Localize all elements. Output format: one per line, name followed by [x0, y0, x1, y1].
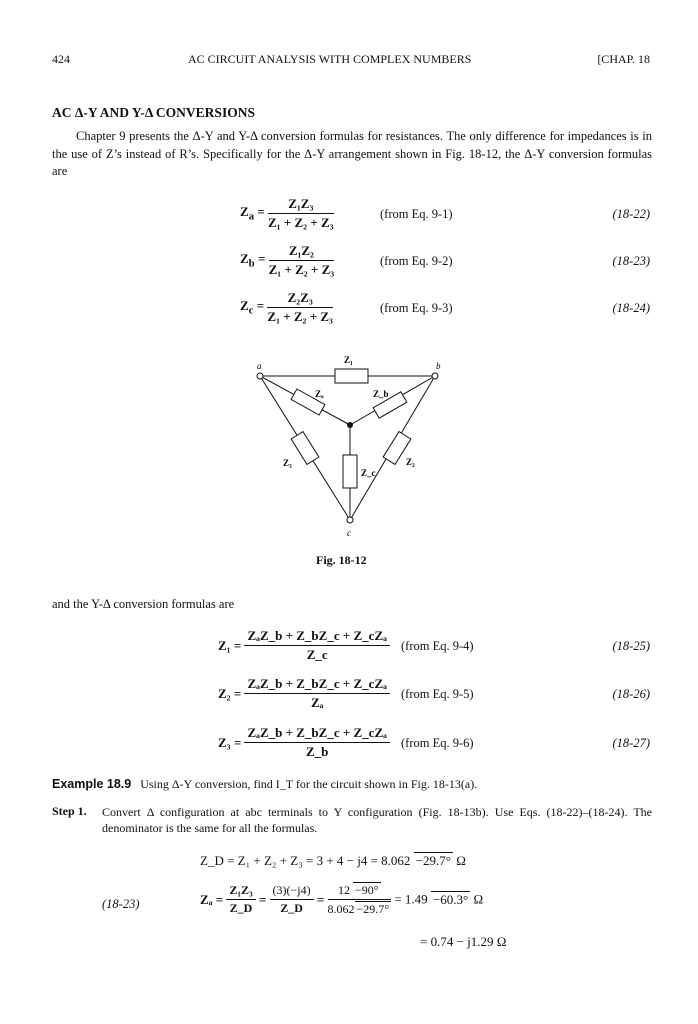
- example-label: Example 18.9: [52, 777, 132, 791]
- za-frac1-den: Z_D: [229, 901, 253, 915]
- formula-lhs: Z: [240, 204, 249, 220]
- zd-unit: Ω: [456, 853, 466, 868]
- z2-label: Z₂: [406, 457, 415, 467]
- formula-source: (from Eq. 9-6): [401, 736, 474, 750]
- formula-source: (from Eq. 9-2): [380, 254, 453, 268]
- node-b-label: b: [436, 361, 441, 371]
- section-title: AC Δ-Y AND Y-Δ CONVERSIONS: [52, 105, 255, 120]
- formula-lhs-sub: c: [248, 304, 254, 317]
- formula-numerator: Z₁Z₃: [268, 196, 334, 214]
- z1-resistor: [335, 369, 368, 383]
- formula-lhs: Z₃ =: [218, 734, 242, 750]
- formula-denominator: Z_b: [306, 744, 329, 759]
- formula-source: (from Eq. 9-3): [380, 301, 453, 315]
- formula-numerator: ZₐZ_b + Z_bZ_c + Z_cZₐ: [244, 628, 389, 646]
- formula-lhs: Z₁ =: [218, 637, 242, 653]
- center-node: [347, 422, 353, 428]
- formula-source: (from Eq. 9-1): [380, 207, 453, 221]
- formula-za: $Z_a$ = $\frac{\text{Z₁Z₃}}{\text{Z₁ + Z₂ + Z₃}}$: [240, 196, 334, 230]
- formula-numerator: Z₂Z₃: [267, 290, 333, 308]
- z3-resistor: [291, 432, 319, 465]
- intro-text: Chapter 9 presents the Δ-Y and Y-Δ conversion formulas for resistances. The only difference for impedances is in the use of Z’s instead of R’s. Specifically for the Δ-Y arrangement shown in Fig. 18-12, the Δ-Y conversion formulas are: [52, 129, 652, 178]
- formula-z3: [218, 725, 390, 760]
- equation-number: (18-24): [612, 301, 650, 315]
- formula-numerator: ZₐZ_b + Z_bZ_c + Z_cZₐ: [244, 725, 389, 743]
- formula-source: (from Eq. 9-5): [401, 687, 474, 701]
- equation-number: (18-23): [612, 254, 650, 268]
- running-title: AC CIRCUIT ANALYSIS WITH COMPLEX NUMBERS: [188, 52, 472, 66]
- intro-paragraph: [52, 128, 652, 181]
- y-delta-intro: and the Y-Δ conversion formulas are: [52, 597, 235, 611]
- zd-angle: −29.7°: [415, 853, 451, 868]
- za-frac2-num: (3)(−j4): [270, 883, 314, 900]
- formula-denominator: Zₐ: [310, 695, 324, 710]
- zd-expression: Z_D = Z₁ + Z₂ + Z₃ = 3 + 4 − j4 = 8.062: [200, 853, 411, 868]
- step1-label: Step 1.: [52, 804, 87, 818]
- formula-lhs: Z₂ =: [218, 685, 242, 701]
- zc-label: Z_c: [361, 468, 376, 478]
- za-result-unit: Ω: [473, 891, 484, 907]
- za-result-mag: = 1.49: [394, 891, 428, 907]
- figure-caption: Fig. 18-12: [316, 553, 367, 567]
- za-label: Zₐ: [315, 389, 324, 399]
- za-frac2-den: Z_D: [280, 901, 303, 915]
- delta-y-circuit-figure: [240, 350, 460, 550]
- za-lhs: Zₐ =: [200, 891, 224, 907]
- za-rect-result: = 0.74 − j1.29 Ω: [420, 934, 507, 949]
- z3-label: Z₃: [283, 458, 292, 468]
- formula-numerator: Z₁Z₂: [269, 243, 335, 261]
- formula-source: (from Eq. 9-4): [401, 639, 474, 653]
- za-calculation: Zₐ = $\frac{\text{Z₁Z₃}}{Z\_D}$ = $\frac{(3)(-j4)}{Z\_D}$ = $\frac{12 -90^\circ}{8.062 -29.7^\circ}$ = 1.49 −60.3° Ω: [200, 883, 484, 916]
- za-frac3-den-ang: −29.7°: [356, 902, 390, 916]
- formula-denominator: Z₁ + Z₂ + Z₃: [268, 262, 335, 277]
- formula-denominator: Z₁ + Z₂ + Z₃: [268, 215, 334, 230]
- za-frac3-num-ang: −90°: [355, 883, 379, 897]
- formula-zb: $Z_b$ = $\frac{\text{Z₁Z₂}}{\text{Z₁ + Z₂ + Z₃}}$: [240, 243, 335, 277]
- node-a-label: a: [257, 361, 262, 371]
- node-c-label: c: [347, 528, 351, 538]
- za-eq-ref: (18-23): [102, 897, 140, 911]
- terminal-c: [347, 517, 353, 523]
- z1-label: Z₁: [344, 355, 353, 365]
- formula-denominator: Z_c: [306, 647, 328, 662]
- za-frac3-den-mag: 8.062: [327, 902, 355, 916]
- equation-number: (18-22): [612, 207, 650, 221]
- zb-label: Z_b: [373, 389, 389, 399]
- formula-lhs: Z: [240, 298, 249, 314]
- equation-number: (18-27): [612, 736, 650, 750]
- zc-resistor: [343, 455, 357, 488]
- equation-number: (18-26): [612, 687, 650, 701]
- step1-text: Convert Δ configuration at abc terminals to Y configuration (Fig. 18-13b). Use Eqs. (18-22)–(18-24). The denominator is the same for all the formulas.: [102, 805, 652, 835]
- equation-number: (18-25): [612, 639, 650, 653]
- formula-zc: $Z_c$ = $\frac{\text{Z₂Z₃}}{\text{Z₁ + Z₂ + Z₃}}$: [240, 290, 333, 324]
- zd-equation: [200, 852, 466, 869]
- formula-denominator: Z₁ + Z₂ + Z₃: [267, 309, 333, 324]
- page-number: 424: [52, 52, 70, 66]
- example-block: [52, 777, 477, 792]
- za-frac1-num: Z₁Z₃: [226, 883, 255, 900]
- example-text: Using Δ-Y conversion, find I_T for the circuit shown in Fig. 18-13(a).: [140, 777, 478, 791]
- formula-z1: [218, 628, 390, 663]
- za-result-angle: −60.3°: [432, 892, 469, 907]
- terminal-a: [257, 373, 263, 379]
- formula-lhs-sub: b: [248, 257, 255, 270]
- terminal-b: [432, 373, 438, 379]
- formula-lhs-sub: a: [248, 210, 255, 223]
- chapter-label: [CHAP. 18: [597, 52, 650, 66]
- formula-numerator: ZₐZ_b + Z_bZ_c + Z_cZₐ: [244, 676, 389, 694]
- formula-lhs: Z: [240, 251, 249, 267]
- za-frac3-num-mag: 12: [338, 883, 351, 897]
- formula-z2: [218, 676, 390, 711]
